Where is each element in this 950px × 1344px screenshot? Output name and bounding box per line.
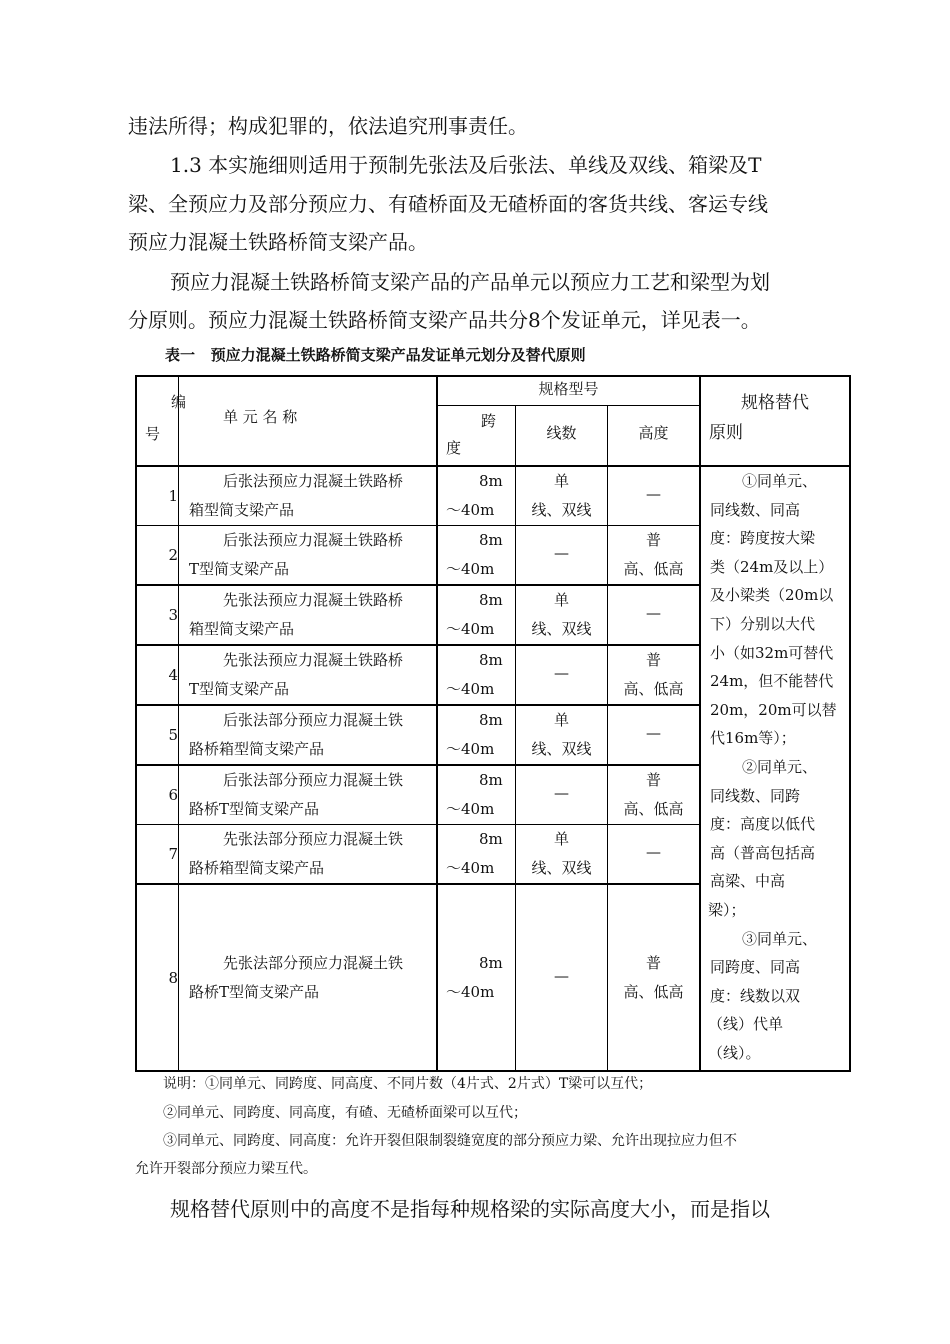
substitution-line: 20m，20m可以替 — [710, 700, 837, 719]
note-line-1: 说明：①同单元、同跨度、同高度、不同片数（4片式、2片式）T梁可以互代； — [163, 1076, 653, 1092]
substitution-line: 度：线数以双 — [710, 986, 801, 1005]
para1-line-2: 梁、全预应力及部分预应力、有碴桥面及无碴桥面的客货共线、客运专线 — [128, 192, 768, 216]
span-range: ～40m — [446, 560, 495, 578]
span-range: ～40m — [446, 800, 495, 818]
substitution-line: 同线数、同高 — [710, 500, 801, 519]
para1-line-1: 1.3 本实施细则适用于预制先张法及后张法、单线及双线、箱梁及T — [170, 153, 762, 177]
height-value: — — [646, 604, 661, 622]
para2-line-1: 预应力混凝土铁路桥简支梁产品的产品单元以预应力工艺和梁型为划 — [170, 270, 770, 294]
row-number: 2 — [168, 546, 178, 564]
line-count-value: 单 — [553, 711, 569, 729]
substitution-principles — [702, 467, 849, 1067]
height-value-2: 高、低高 — [623, 800, 684, 818]
header-height: 高度 — [638, 424, 669, 442]
unit-name-line-1: 先张法预应力混凝土铁路桥 — [223, 591, 404, 609]
substitution-line: ①同单元、 — [742, 472, 818, 490]
header-substitution-top: 规格替代 — [741, 393, 809, 413]
span-value: 8m — [479, 830, 503, 848]
substitution-line: 下）分别以大代 — [710, 614, 816, 633]
span-value: 8m — [479, 472, 503, 490]
bottom-paragraph-line: 规格替代原则中的高度不是指每种规格梁的实际高度大小，而是指以 — [170, 1197, 770, 1221]
substitution-line: （线）代单 — [708, 1015, 784, 1034]
line-count-value-2: 线、双线 — [531, 740, 592, 758]
substitution-line: 小（如32m可替代 — [710, 643, 834, 662]
header-span-bottom: 度 — [446, 439, 462, 457]
substitution-line: ③同单元、 — [742, 929, 818, 948]
para2-line-2: 分原则。预应力混凝土铁路桥简支梁产品共分8个发证单元，详见表一。 — [128, 308, 761, 332]
unit-name-line-1: 先张法部分预应力混凝土铁 — [223, 953, 404, 972]
unit-name-line-2: 箱型简支梁产品 — [189, 501, 295, 519]
substitution-line: 代16m等）； — [710, 729, 796, 748]
span-value: 8m — [479, 591, 503, 609]
substitution-line: 同线数、同跨 — [710, 786, 801, 805]
height-value: 普 — [645, 953, 661, 972]
line-count-value: — — [554, 966, 569, 985]
height-value-2: 高、低高 — [623, 982, 684, 1001]
height-value: 普 — [645, 651, 661, 669]
span-range: ～40m — [446, 740, 495, 758]
substitution-line: 同跨度、同高 — [710, 958, 801, 977]
header-substitution-bottom: 原则 — [709, 423, 743, 443]
unit-name-line-2: 路桥T型简支梁产品 — [189, 982, 320, 1001]
unit-name-line-1: 先张法预应力混凝土铁路桥 — [223, 651, 404, 669]
unit-division-table — [135, 375, 851, 1072]
span-value: 8m — [479, 953, 503, 972]
span-value: 8m — [479, 711, 503, 729]
substitution-line: ②同单元、 — [742, 757, 818, 776]
line-count-value-2: 线、双线 — [531, 501, 592, 519]
line-count-value: 单 — [553, 591, 569, 609]
header-spec-model: 规格型号 — [538, 380, 599, 398]
span-value: 8m — [479, 771, 503, 789]
height-value: 普 — [645, 771, 661, 789]
height-value: 普 — [645, 531, 661, 549]
line-count-value: 单 — [553, 830, 569, 848]
row-number: 3 — [168, 606, 178, 624]
line-count-value: — — [554, 544, 569, 562]
span-value: 8m — [479, 531, 503, 549]
substitution-line: 及小梁类（20m以 — [710, 586, 834, 605]
line-count-value-2: 线、双线 — [531, 620, 592, 638]
line-count-value: — — [554, 664, 569, 682]
substitution-line: 24m，但不能替代 — [710, 672, 834, 691]
span-range: ～40m — [446, 859, 495, 877]
body-line-0: 违法所得；构成犯罪的，依法追究刑事责任。 — [128, 114, 528, 138]
substitution-line: 高（普高包括高 — [710, 843, 816, 862]
height-value: — — [646, 843, 661, 861]
row-number: 7 — [168, 845, 178, 863]
note-line-3: ③同单元、同跨度、同高度：允许开裂但限制裂缝宽度的部分预应力梁、允许出现拉应力但不 — [163, 1133, 737, 1149]
unit-name-line-1: 后张法预应力混凝土铁路桥 — [223, 472, 404, 490]
substitution-line: 梁）； — [708, 900, 746, 919]
unit-name-line-2: 路桥T型简支梁产品 — [189, 800, 320, 818]
line-count-value: 单 — [553, 472, 569, 490]
unit-name-line-2: T型简支梁产品 — [189, 560, 290, 578]
note-line-2: ②同单元、同跨度、同高度，有碴、无碴桥面梁可以互代； — [163, 1105, 527, 1121]
header-lines: 线数 — [546, 424, 577, 442]
height-value-2: 高、低高 — [623, 680, 684, 698]
substitution-line: 度：高度以低代 — [710, 815, 816, 834]
height-value: — — [646, 724, 661, 742]
header-num-bottom: 号 — [145, 425, 161, 443]
row-number: 5 — [168, 726, 178, 744]
unit-name-line-1: 先张法部分预应力混凝土铁 — [223, 830, 404, 848]
unit-name-line-1: 后张法预应力混凝土铁路桥 — [223, 531, 404, 549]
table-caption: 表一 预应力混凝土铁路桥简支梁产品发证单元划分及替代原则 — [165, 346, 586, 364]
header-num-top: 编 — [171, 393, 187, 411]
span-range: ～40m — [446, 680, 495, 698]
row-number: 8 — [168, 968, 178, 987]
unit-name-line-2: T型简支梁产品 — [189, 680, 290, 698]
unit-name-line-1: 后张法部分预应力混凝土铁 — [223, 771, 404, 789]
substitution-line: 度：跨度按大梁 — [710, 529, 816, 548]
unit-name-line-1: 后张法部分预应力混凝土铁 — [223, 711, 404, 729]
span-value: 8m — [479, 651, 503, 669]
row-number: 4 — [168, 666, 178, 684]
height-value: — — [646, 485, 661, 503]
header-span-top: 跨 — [481, 412, 497, 430]
height-value-2: 高、低高 — [623, 560, 684, 578]
span-range: ～40m — [446, 620, 495, 638]
substitution-line: 类（24m及以上） — [710, 557, 834, 576]
span-range: ～40m — [446, 501, 495, 519]
para1-line-3: 预应力混凝土铁路桥简支梁产品。 — [128, 230, 428, 254]
header-unit-name: 单 元 名 称 — [223, 408, 298, 426]
note-line-4: 允许开裂部分预应力梁互代。 — [135, 1161, 317, 1177]
unit-name-line-2: 路桥箱型简支梁产品 — [189, 740, 325, 758]
substitution-line: 高梁、中高 — [710, 872, 786, 891]
span-range: ～40m — [446, 982, 495, 1001]
line-count-value-2: 线、双线 — [531, 859, 592, 877]
unit-name-line-2: 路桥箱型简支梁产品 — [189, 859, 325, 877]
row-number: 6 — [168, 786, 178, 804]
unit-name-line-2: 箱型简支梁产品 — [189, 620, 295, 638]
row-number: 1 — [168, 487, 178, 505]
substitution-line: （线）。 — [708, 1043, 761, 1062]
line-count-value: — — [554, 784, 569, 802]
